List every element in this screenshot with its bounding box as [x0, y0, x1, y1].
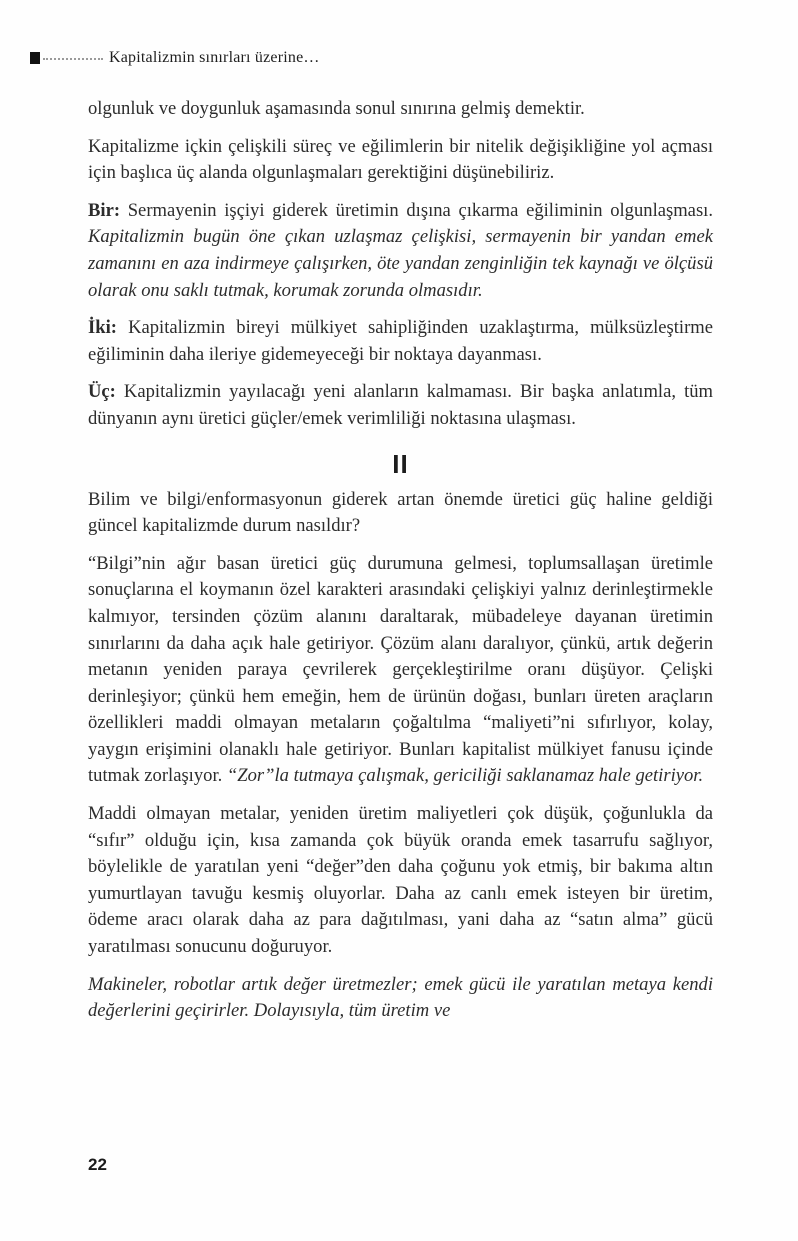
- paragraph-makineler-text: Makineler, robotlar artık değer üretmezler; emek gücü ile yaratılan metaya kendi değerlerini geçirirler. Dolayısıyla, tüm üretim ve: [88, 973, 713, 1022]
- item-iki-label: İki:: [88, 317, 117, 339]
- item-bir-label: Bir:: [88, 199, 121, 221]
- text-column: [88, 96, 713, 1025]
- item-bir-italic-text: Kapitalizmin bugün öne çıkan uzlaşmaz çelişkisi, sermayenin bir yandan emek zamanını en aza indirmeye çalışırken, öte yandan zenginliğin tek kaynağı ve ölçüsü olarak onu saklı tutmak, korumak zorunda olmasıdır.: [88, 226, 713, 301]
- item-bir-text: Sermayenin işçiyi giderek üretimin dışına çıkarma eğiliminin olgunlaşması.: [120, 199, 713, 221]
- running-header: [30, 49, 710, 67]
- paragraph-item-iki: [88, 315, 713, 368]
- header-square-marker: [30, 52, 40, 64]
- paragraph-item-uc: [88, 379, 713, 432]
- item-uc-label: Üç:: [88, 381, 116, 403]
- paragraph-intro: [88, 96, 713, 123]
- paragraph-question: [88, 487, 713, 540]
- paragraph-bilgi: [88, 551, 713, 790]
- paragraph-conditions-text: Kapitalizme içkin çelişkili süreç ve eğilimlerin bir nitelik değişikliğine yol açması için başlıca üç alanda olgunlaşmaları gerektiğini düşünebiliriz.: [88, 135, 713, 184]
- page-number: 22: [88, 1155, 107, 1174]
- header-dotted-leader: [43, 57, 103, 60]
- paragraph-item-bir: [88, 198, 713, 304]
- section-heading-ii: II: [392, 448, 409, 479]
- item-uc-text: Kapitalizmin yayılacağı yeni alanların kalmaması. Bir başka anlatımla, tüm dünyanın aynı üretici güçler/emek verimliliği noktasına ulaşması.: [88, 381, 713, 429]
- running-header-title: Kapitalizmin sınırları üzerine…: [109, 49, 320, 66]
- paragraph-bilgi-text: “Bilgi”nin ağır basan üretici güç durumuna gelmesi, toplumsallaşan üretimle sonuçlarına el koymanın özel karakteri arasındaki çelişkiyi yalnız derinleştirmekle kalmıyor, tersinden çözüm alanını daraltarak, mübadeleye dayanan üretimin sınırlarını da daha açık hale getiriyor. Çözüm alanı daralıyor, çünkü, artık değerin metanın yeniden paraya çevrilerek gerçekleştirilme oranı düşüyor. Çelişki derinleşiyor; çünkü hem emeğin, hem de ürünün doğası, bunları üreten araçların özellikleri maddi olmayan metaların çoğaltılma “maliyeti”ni sıfırlıyor, kolay, yaygın erişimini olanaklı hale getiriyor. Bunları kapitalist mülkiyet fanusu içinde tutmak zorlaşıyor.: [88, 552, 713, 787]
- paragraph-question-text: Bilim ve bilgi/enformasyonun giderek artan önemde üretici güç haline geldiği güncel kapitalizmde durum nasıldır?: [88, 488, 713, 537]
- item-iki-text: Kapitalizmin bireyi mülkiyet sahipliğinden uzaklaştırma, mülksüzleştirme eğiliminin daha ileriye gidemeyeceği bir noktaya dayanması.: [88, 317, 713, 365]
- paragraph-intro-text: olgunluk ve doygunluk aşamasında sonul sınırına gelmiş demektir.: [88, 98, 585, 119]
- paragraph-makineler: [88, 972, 713, 1025]
- paragraph-metalar-text: Maddi olmayan metalar, yeniden üretim maliyetleri çok düşük, çoğunlukla da “sıfır” olduğu için, kısa zamanda çok büyük oranda emek tasarrufu sağlıyor, böylelikle de yaratılan yeni “değer”den daha çoğunu yok etmiş, bir bakıma altın yumurtlayan tavuğu kesmiş oluyorlar. Daha az canlı emek isteyen bir üretim, ödeme aracı olarak daha az para dağıtılması, yani daha az “satın alma” gücü yaratılması sonucunu doğuruyor.: [88, 803, 713, 958]
- paragraph-bilgi-italic-text: “Zor”la tutmaya çalışmak, gericiliği saklanamaz hale getiriyor.: [226, 765, 704, 787]
- paragraph-metalar: [88, 801, 713, 961]
- paragraph-conditions: [88, 134, 713, 187]
